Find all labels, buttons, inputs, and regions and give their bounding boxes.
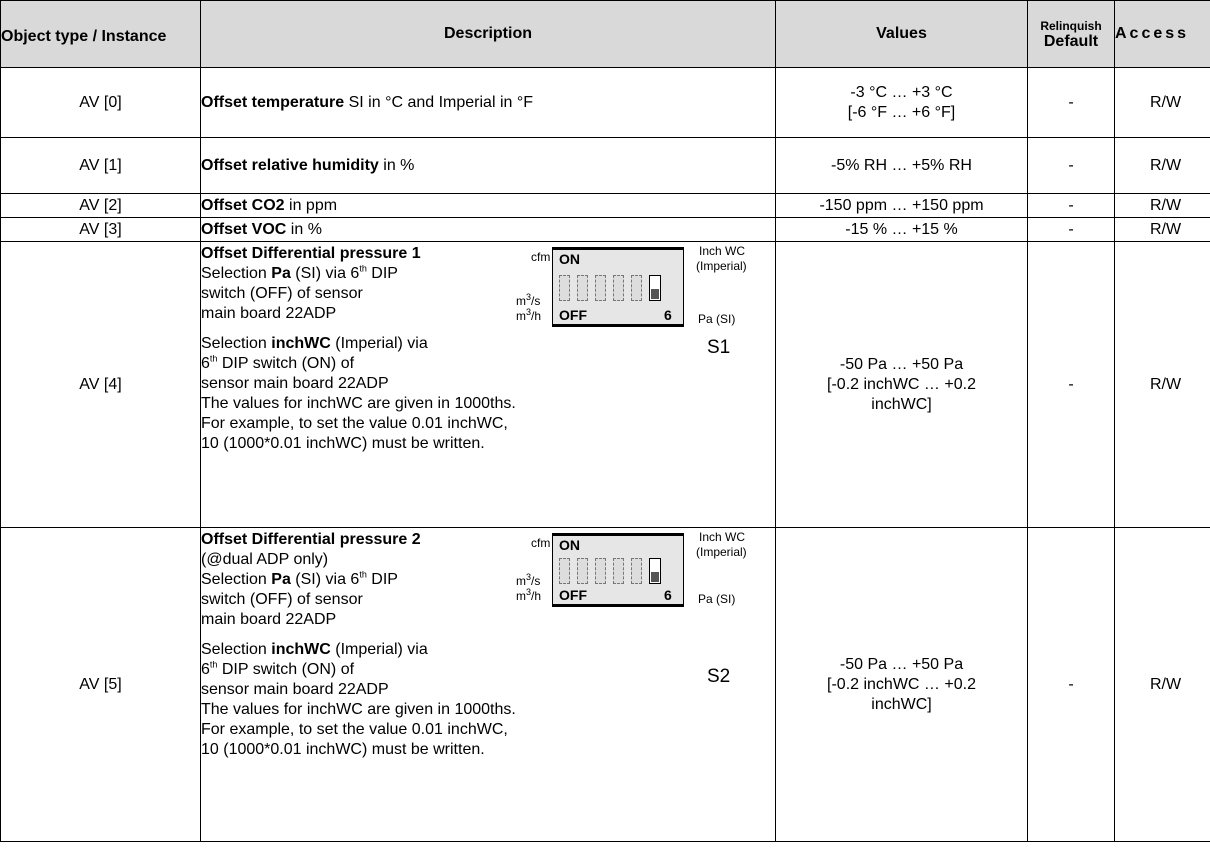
header-relinquish-default (1028, 1, 1115, 68)
object-cell: AV [0] (1, 68, 201, 138)
access-cell: R/W (1115, 242, 1210, 528)
access-cell: R/W (1115, 194, 1210, 218)
note-line: 10 (1000*0.01 inchWC) must be written. (201, 741, 485, 758)
unit-m3s: $m^3/s$ (516, 292, 541, 308)
values-cell: -15 % … +15 % (776, 218, 1028, 242)
object-cell: AV [3] (1, 218, 201, 242)
desc-rest: SI in °C and Imperial in °F (344, 93, 534, 111)
desc-bold: Offset VOC (201, 220, 287, 238)
dip-switch-6-knob (651, 289, 659, 299)
dip-switch-6 (649, 275, 661, 301)
table-row (1, 194, 1210, 218)
dip-bottom-edge (552, 604, 684, 606)
access-cell: R/W (1115, 138, 1210, 194)
dip-on-label: ON (559, 537, 580, 553)
relinquish-cell: - (1028, 138, 1115, 194)
unit-m3s: $m^3/s$ (516, 572, 541, 588)
table-row (1, 528, 1210, 842)
desc-line: switch (OFF) of sensor (201, 285, 363, 302)
unit-cfm: cfm (531, 536, 551, 550)
desc-bold: Offset relative humidity (201, 156, 379, 174)
object-cell: AV [2] (1, 194, 201, 218)
unit-inch-wc: Inch WC (699, 530, 746, 544)
desc-bold: Offset CO2 (201, 196, 285, 214)
dip-switch-diagram (201, 242, 766, 362)
switch-label: S1 (707, 337, 731, 358)
values-cell: -5% RH … +5% RH (776, 138, 1028, 194)
relinquish-cell: - (1028, 528, 1115, 842)
access-cell: R/W (1115, 528, 1210, 842)
dip-switch-2 (577, 558, 588, 584)
sel-pa-line: Selection Pa (SI) via 6th DIP (201, 569, 398, 588)
description-cell (201, 138, 776, 194)
value-line: [-6 °F … +6 °F] (847, 103, 956, 121)
unit-pa-si: Pa (SI) (698, 592, 736, 606)
desc-line: switch (OFF) of sensor (201, 591, 363, 608)
dip-switch-1 (559, 275, 570, 301)
unit-pa-si: Pa (SI) (698, 312, 736, 326)
desc-line: main board 22ADP (201, 305, 337, 322)
dip-switch-6-knob (651, 572, 659, 582)
description-cell (201, 528, 776, 842)
dip-switch-5 (631, 275, 642, 301)
desc-line: sensor main board 22ADP (201, 375, 389, 392)
dip-on-line: 6th DIP switch (ON) of (201, 353, 355, 372)
dip-switch-4 (613, 275, 624, 301)
desc-bold: Offset temperature (201, 93, 345, 111)
note-line: For example, to set the value 0.01 inchWC, (201, 415, 508, 432)
desc-rest: in ppm (284, 196, 338, 214)
header-description: Description (201, 1, 776, 68)
dip-switch-6 (649, 558, 661, 584)
unit-cfm: cfm (531, 250, 551, 264)
dip-switch-3 (595, 275, 606, 301)
relinquish-cell: - (1028, 242, 1115, 528)
value-line: -3 °C … +3 °C (850, 83, 953, 101)
access-cell: R/W (1115, 68, 1210, 138)
unit-imperial: (Imperial) (696, 545, 747, 559)
value-line: inchWC] (871, 695, 932, 713)
unit-imperial: (Imperial) (696, 259, 747, 273)
value-line: -50 Pa … +50 Pa (839, 355, 964, 373)
header-row (1, 1, 1210, 68)
table-row (1, 218, 1210, 242)
sel-inch-line: Selection inchWC (Imperial) via (201, 641, 428, 658)
dip-bottom-edge (552, 324, 684, 326)
desc-rest: in % (378, 156, 415, 174)
unit-m3h: $m^3/h$ (516, 587, 542, 603)
table-row (1, 138, 1210, 194)
dip-on-line: 6th DIP switch (ON) of (201, 659, 355, 678)
header-relinquish-top: Relinquish (1040, 19, 1102, 33)
values-cell: -150 ppm … +150 ppm (776, 194, 1028, 218)
dip-off-label: OFF (559, 587, 587, 603)
access-cell: R/W (1115, 218, 1210, 242)
relinquish-cell: - (1028, 218, 1115, 242)
dip-switch-4 (613, 558, 624, 584)
values-cell (776, 528, 1028, 842)
header-object-type: Object type / Instance (1, 1, 201, 68)
desc-line: sensor main board 22ADP (201, 681, 389, 698)
values-cell (776, 68, 1028, 138)
unit-m3h: $m^3/h$ (516, 307, 542, 323)
dip-on-label: ON (559, 251, 580, 267)
value-line: -50 Pa … +50 Pa (839, 655, 964, 673)
dip-six-label: 6 (664, 307, 672, 323)
header-access: Access (1115, 1, 1210, 68)
relinquish-cell: - (1028, 194, 1115, 218)
object-cell: AV [5] (1, 528, 201, 842)
description-cell (201, 242, 776, 528)
note-line: The values for inchWC are given in 1000ths. (201, 701, 516, 718)
object-cell: AV [1] (1, 138, 201, 194)
desc-line: main board 22ADP (201, 611, 337, 628)
desc-bold: Offset Differential pressure 1 (201, 245, 421, 262)
note-line: 10 (1000*0.01 inchWC) must be written. (201, 435, 485, 452)
table-row (1, 68, 1210, 138)
dip-top-edge (552, 247, 684, 249)
description-cell (201, 68, 776, 138)
dip-switch-3 (595, 558, 606, 584)
description-cell (201, 218, 776, 242)
unit-inch-wc: Inch WC (699, 244, 746, 258)
desc-rest: in % (286, 220, 322, 238)
dip-switch-5 (631, 558, 642, 584)
dip-top-edge (552, 533, 684, 535)
description-cell (201, 194, 776, 218)
dual-adp-line: (@dual ADP only) (201, 551, 329, 568)
sel-inch-line: Selection inchWC (Imperial) via (201, 335, 428, 352)
desc-bold: Offset Differential pressure 2 (201, 531, 421, 548)
header-relinquish-bottom: Default (1043, 33, 1099, 50)
value-line: inchWC] (871, 395, 932, 413)
note-line: The values for inchWC are given in 1000ths. (201, 395, 516, 412)
values-cell (776, 242, 1028, 528)
dip-switch-1 (559, 558, 570, 584)
note-line: For example, to set the value 0.01 inchWC, (201, 721, 508, 738)
dip-six-label: 6 (664, 587, 672, 603)
switch-label: S2 (707, 666, 731, 687)
header-values: Values (776, 1, 1028, 68)
relinquish-cell: - (1028, 68, 1115, 138)
value-line: [-0.2 inchWC … +0.2 (827, 375, 976, 393)
dip-switch-2 (577, 275, 588, 301)
object-cell: AV [4] (1, 242, 201, 528)
sel-pa-line: Selection Pa (SI) via 6th DIP (201, 263, 398, 282)
value-line: [-0.2 inchWC … +0.2 (827, 675, 976, 693)
dip-off-label: OFF (559, 307, 587, 323)
table-row (1, 242, 1210, 528)
